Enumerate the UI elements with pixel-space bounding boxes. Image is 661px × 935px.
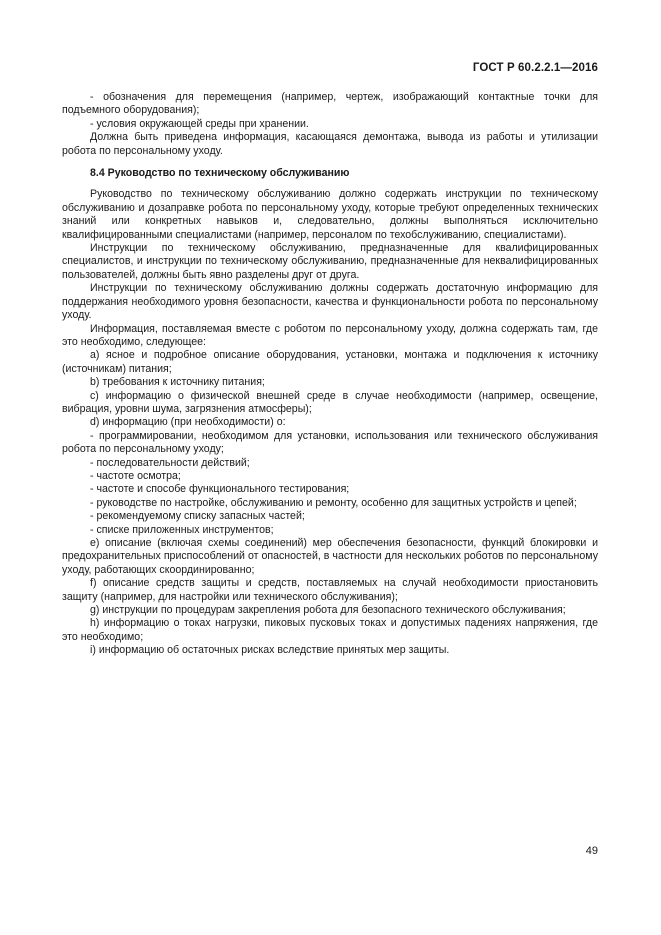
list-item: a) ясное и подробное описание оборудования, установки, монтажа и подключения к источнику (источникам) питания;	[62, 349, 598, 375]
list-item: g) инструкции по процедурам закрепления робота для безопасного технического обслуживания;	[90, 604, 566, 617]
list-item: b) требования к источнику питания;	[90, 376, 265, 389]
list-item: - списке приложенных инструментов;	[90, 523, 274, 536]
paragraph: Инструкции по техническому обслуживанию, предназначенные для квалифицированных специалистов, и инструкции по техническому обслуживанию, предназначенные для неквалифицированных пользователей, должны быть явно разделены друг от друга.	[62, 242, 598, 281]
list-item: d) информацию (при необходимости) о:	[90, 416, 286, 429]
paragraph: - обозначения для перемещения (например, чертеж, изображающий контактные точки для подъемного оборудования);	[62, 91, 598, 117]
paragraph: Инструкции по техническому обслуживанию должны содержать достаточную информацию для поддержания необходимого уровня безопасности, качества и функциональности робота по персональному уходу.	[62, 282, 598, 322]
paragraph: Информация, поставляемая вместе с роботом по персональному уходу, должна содержать там, где это необходимо, следующее:	[62, 322, 598, 348]
section-title: 8.4 Руководство по техническому обслуживанию	[90, 167, 350, 180]
document-code-header: ГОСТ Р 60.2.2.1—2016	[472, 62, 598, 74]
list-item: - руководстве по настройке, обслуживанию и ремонту, особенно для защитных устройств и цепей;	[90, 496, 577, 509]
page-number: 49	[585, 845, 598, 857]
paragraph: Должна быть приведена информация, касающаяся демонтажа, вывода из работы и утилизации робота по персональному уходу.	[62, 131, 598, 157]
list-item: - программировании, необходимом для установки, использования или технического обслуживания робота по персональному уходу;	[62, 429, 598, 456]
list-item: - последовательности действий;	[90, 456, 250, 469]
list-item: - частоте и способе функционального тестирования;	[90, 483, 350, 496]
list-item: h) информацию о токах нагрузки, пиковых пусковых токах и допустимых падениях напряжения, где это необходимо;	[62, 617, 598, 643]
list-item: i) информацию об остаточных рисках вследствие принятых мер защиты.	[90, 644, 450, 657]
paragraph: - условия окружающей среды при хранении.	[90, 117, 309, 130]
list-item: - частоте осмотра;	[90, 469, 181, 482]
list-item: c) информацию о физической внешней среде в случае необходимости (например, освещение, вибрация, уровни шума, загрязнения атмосферы);	[62, 389, 598, 415]
page-content	[62, 91, 598, 658]
paragraph: Руководство по техническому обслуживанию должно содержать инструкции по техническому обслуживанию и дозаправке робота по персональному уходу, которые требуют определенных технических знаний или конкретных навыков и, следовательно, должны выполняться исключительно квалифицированными специалистами (например, персоналом по техобслуживанию, специалистами).	[62, 188, 598, 241]
list-item: e) описание (включая схемы соединений) мер обеспечения безопасности, функций блокировки и предохранительных приспособлений от опасностей, в частности для нескольких роботов по персональному уходу, работающих скоординированно;	[62, 537, 598, 576]
list-item: - рекомендуемому списку запасных частей;	[90, 510, 305, 523]
list-item: f) описание средств защиты и средств, поставляемых на случай необходимости приостановить защиту (например, для настройки или технического обслуживания);	[62, 577, 598, 603]
